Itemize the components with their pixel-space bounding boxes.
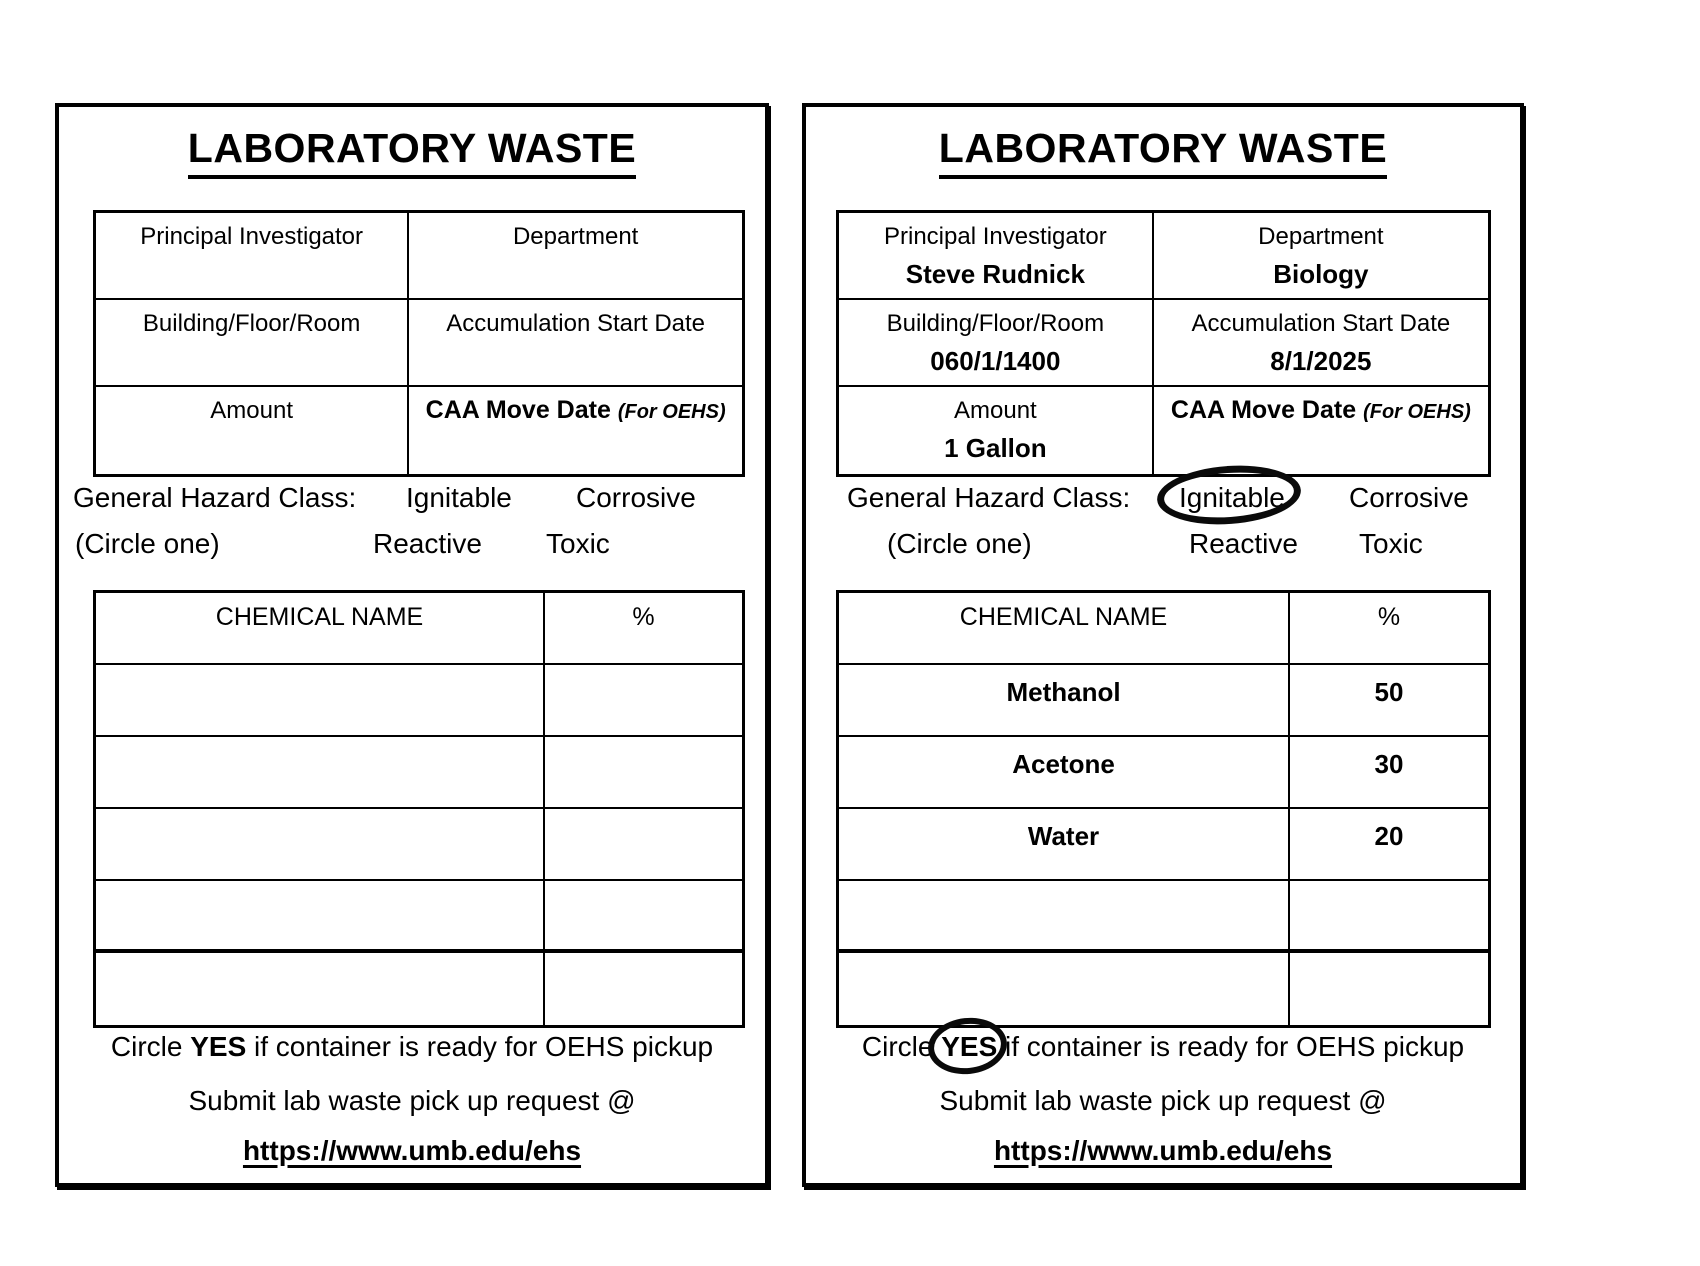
ehs-url: https://www.umb.edu/ehs — [993, 1135, 1333, 1166]
circle-yes-instruction — [806, 1029, 1520, 1065]
percent-cell — [1290, 953, 1488, 1025]
circle-yes-suffix: if container is ready for OEHS pickup — [254, 1031, 714, 1062]
field-value: 060/1/1400 — [930, 346, 1061, 376]
ehs-url-line — [59, 1133, 765, 1169]
field-label: Accumulation Start Date — [446, 310, 706, 337]
info-table — [93, 210, 745, 477]
hazard-class-label: General Hazard Class: — [847, 482, 1131, 513]
info-cell-caa-move-date — [409, 387, 742, 474]
percent-cell — [545, 953, 742, 1025]
field-value: 1 Gallon — [944, 433, 1047, 463]
percent-cell-methanol: 50 — [1290, 665, 1488, 737]
field-label: Building/Floor/Room — [886, 310, 1105, 337]
circle-yes-prefix: Circle — [110, 1031, 183, 1062]
caa-move-date-label: CAA Move Date — [1170, 396, 1357, 424]
yes-word-circled: YES — [941, 1029, 997, 1065]
page-title-text: LABORATORY WASTE — [188, 125, 636, 179]
hazard-option-ignitable: Ignitable — [406, 482, 512, 513]
chemical-name-cell — [96, 809, 545, 881]
field-label: Amount — [954, 397, 1037, 424]
field-label: Building/Floor/Room — [142, 310, 361, 337]
waste-label-filled — [802, 103, 1524, 1187]
hazard-circle-one-label: (Circle one) — [887, 528, 1032, 559]
field-label: Department — [1258, 223, 1384, 250]
chemical-name-cell-methanol: Methanol — [839, 665, 1290, 737]
percent-cell — [545, 737, 742, 809]
percent-header: % — [1290, 593, 1488, 665]
circle-yes-prefix: Circle — [861, 1031, 934, 1062]
chemical-table — [93, 590, 745, 1028]
yes-word: YES — [190, 1031, 247, 1062]
hazard-circle-one-label: (Circle one) — [75, 528, 220, 559]
info-cell-building-floor-room — [839, 300, 1154, 387]
info-cell-caa-move-date — [1154, 387, 1488, 474]
chemical-name-cell — [96, 881, 545, 953]
percent-cell — [545, 809, 742, 881]
waste-label-blank — [55, 103, 769, 1187]
hazard-option-reactive: Reactive — [1189, 528, 1298, 559]
hazard-class-label: General Hazard Class: — [73, 482, 357, 513]
info-cell-department — [409, 213, 742, 300]
percent-cell — [545, 665, 742, 737]
field-label: Amount — [210, 397, 293, 424]
caa-move-date-label: CAA Move Date — [425, 396, 611, 424]
submit-request-line: Submit lab waste pick up request @ — [188, 1085, 636, 1116]
field-value: Steve Rudnick — [905, 259, 1085, 289]
chemical-name-header: CHEMICAL NAME — [96, 593, 545, 665]
chemical-name-cell-water: Water — [839, 809, 1290, 881]
field-label — [409, 396, 742, 427]
circle-yes-suffix: if container is ready for OEHS pickup — [1005, 1031, 1465, 1062]
info-cell-building-floor-room — [96, 300, 409, 387]
caa-move-date-note: (For OEHS) — [1363, 401, 1471, 423]
info-table — [836, 210, 1491, 477]
chemical-name-cell — [96, 737, 545, 809]
hazard-option-corrosive: Corrosive — [576, 482, 696, 513]
chemical-name-cell — [96, 953, 545, 1025]
info-cell-amount — [96, 387, 409, 474]
submit-request-line: Submit lab waste pick up request @ — [939, 1085, 1387, 1116]
info-cell-accumulation-start-date — [1154, 300, 1488, 387]
hazard-option-corrosive: Corrosive — [1349, 482, 1469, 513]
field-value: 8/1/2025 — [1270, 346, 1372, 376]
ehs-url-line — [806, 1133, 1520, 1169]
hazard-option-toxic: Toxic — [546, 528, 610, 559]
field-label: Principal Investigator — [140, 223, 364, 250]
info-cell-amount — [839, 387, 1154, 474]
chemical-name-cell — [96, 665, 545, 737]
page-title-text: LABORATORY WASTE — [939, 125, 1387, 179]
chemical-name-header: CHEMICAL NAME — [839, 593, 1290, 665]
info-cell-principal-investigator — [839, 213, 1154, 300]
hazard-option-toxic: Toxic — [1359, 528, 1423, 559]
page-title — [806, 125, 1520, 179]
hazard-option-reactive: Reactive — [373, 528, 482, 559]
ehs-url: https://www.umb.edu/ehs — [242, 1135, 582, 1166]
chemical-name-cell — [839, 881, 1290, 953]
field-label — [1154, 396, 1488, 427]
field-label: Department — [512, 223, 639, 250]
percent-cell-acetone: 30 — [1290, 737, 1488, 809]
hazard-option-ignitable-circled — [1179, 481, 1285, 515]
info-cell-department — [1154, 213, 1488, 300]
chemical-table — [836, 590, 1491, 1028]
field-label: Accumulation Start Date — [1191, 310, 1451, 337]
field-label: Principal Investigator — [883, 223, 1107, 250]
percent-cell — [1290, 881, 1488, 953]
page-title — [59, 125, 765, 179]
chemical-name-cell-acetone: Acetone — [839, 737, 1290, 809]
percent-cell-water: 20 — [1290, 809, 1488, 881]
info-cell-principal-investigator — [96, 213, 409, 300]
percent-header: % — [545, 593, 742, 665]
percent-cell — [545, 881, 742, 953]
hand-drawn-ellipse-annotation: Ignitable — [1179, 482, 1285, 513]
field-value: Biology — [1273, 259, 1369, 289]
info-cell-accumulation-start-date — [409, 300, 742, 387]
caa-move-date-note: (For OEHS) — [617, 401, 726, 423]
circle-yes-instruction — [59, 1029, 765, 1065]
chemical-name-cell — [839, 953, 1290, 1025]
